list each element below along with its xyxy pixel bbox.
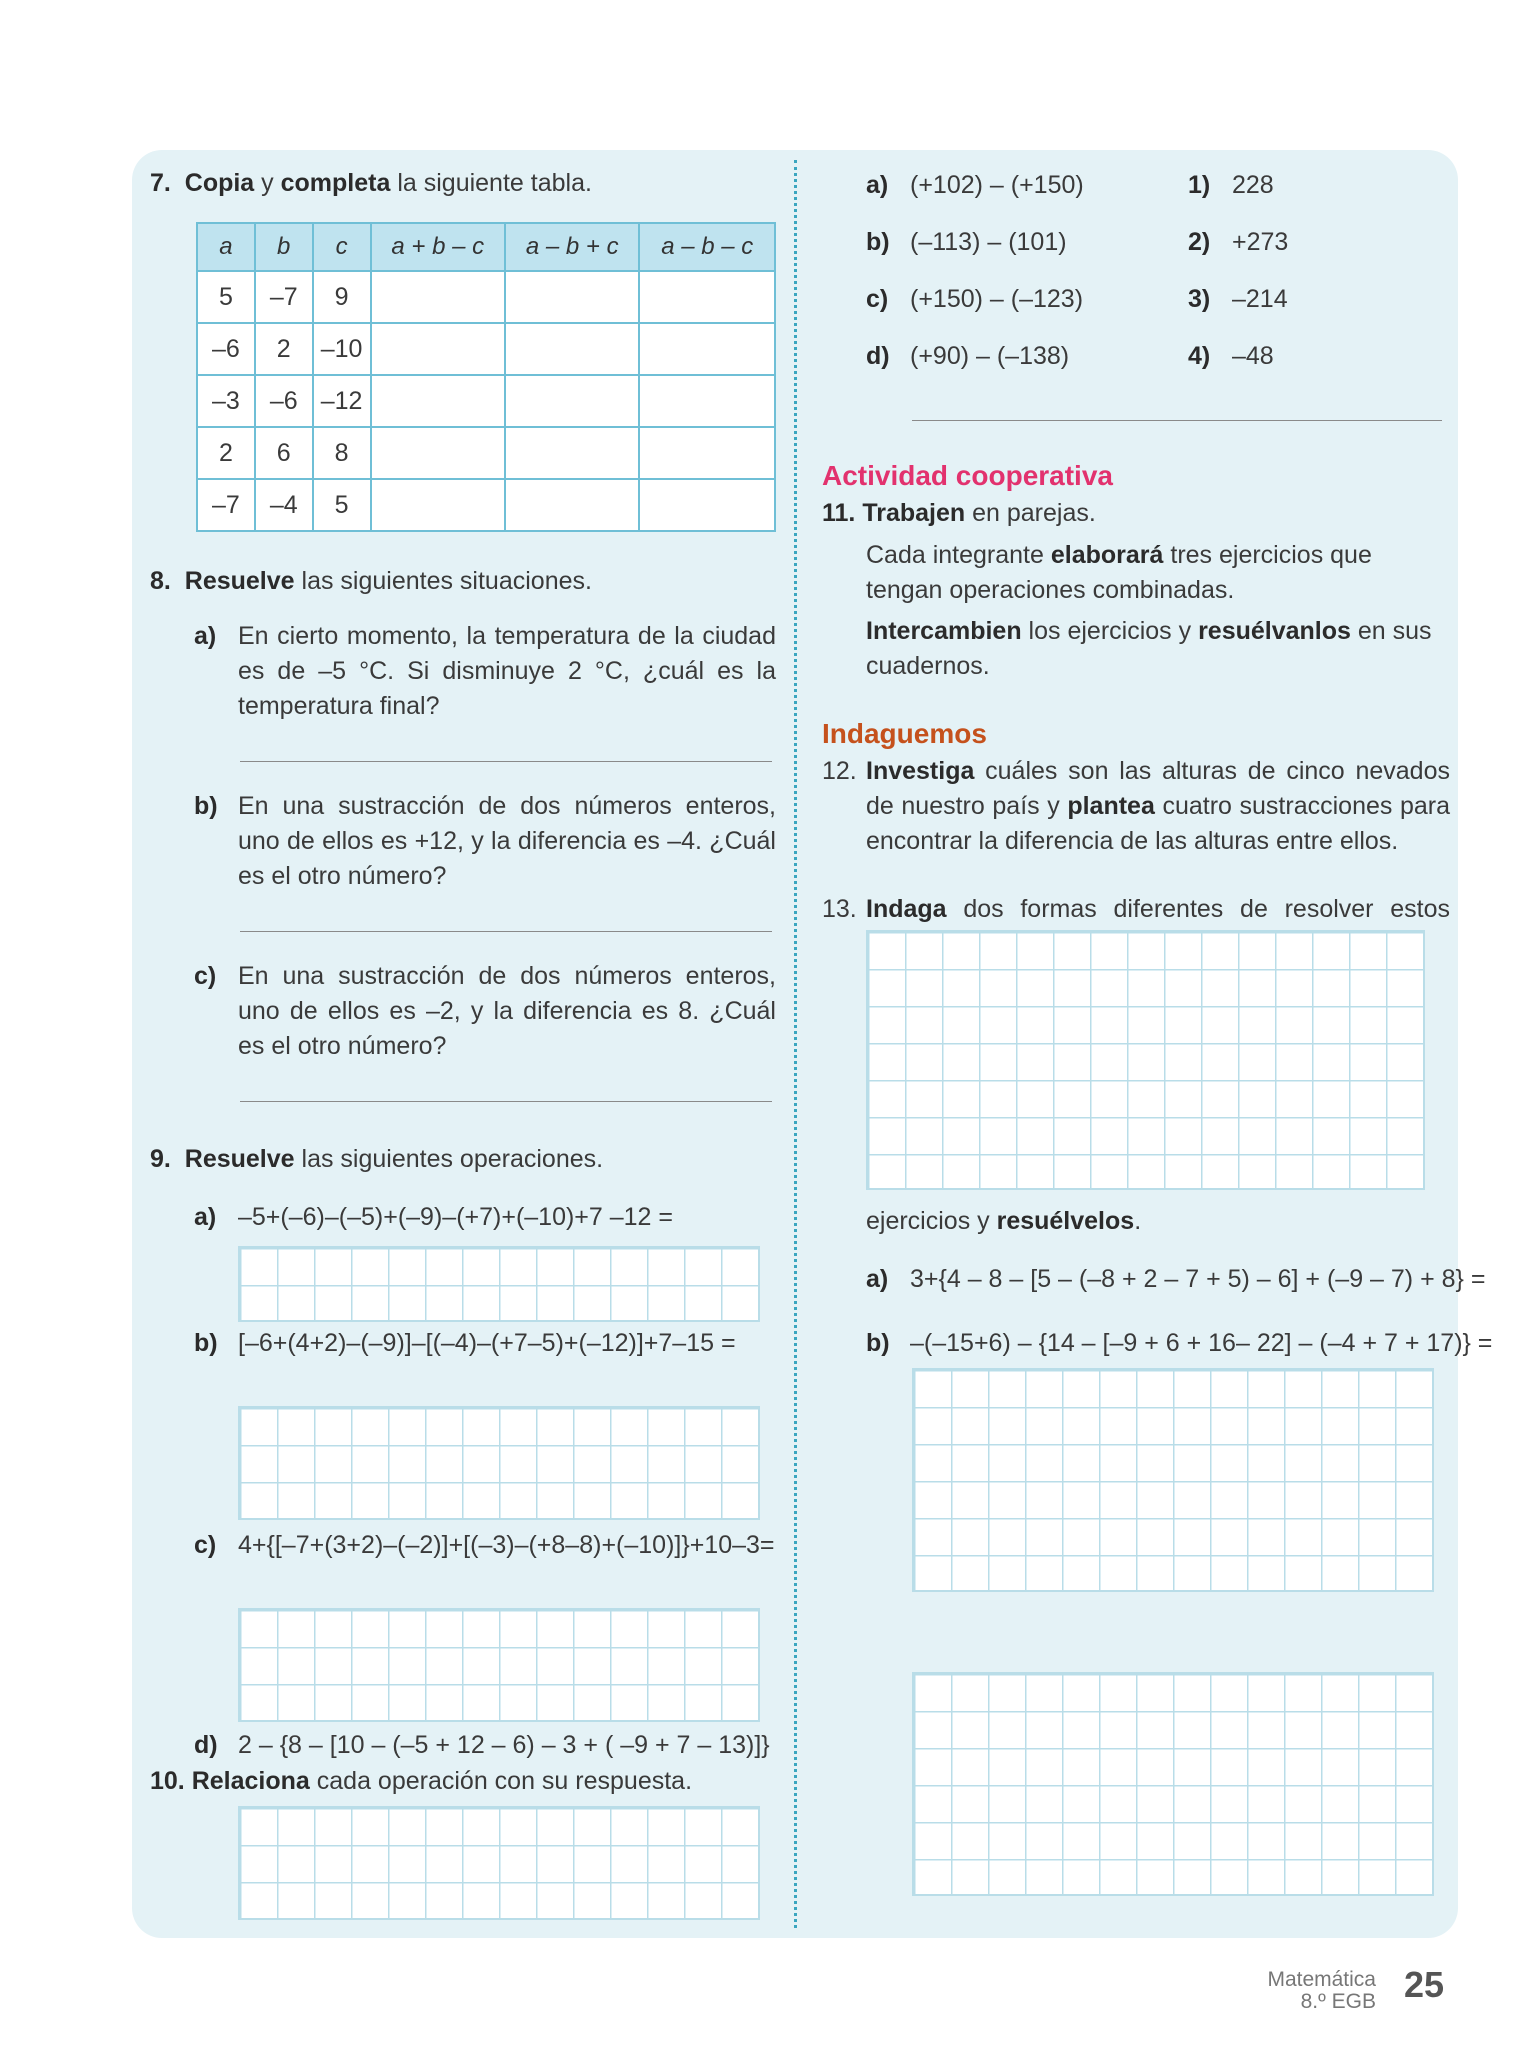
q10-answer-label: 1) xyxy=(1188,171,1211,199)
q11-number: 11. xyxy=(822,499,856,527)
answer-cell[interactable] xyxy=(371,271,505,323)
q10-verb: Relaciona xyxy=(191,1767,310,1795)
q10-op-label: b) xyxy=(866,228,890,256)
table-cell: –4 xyxy=(255,479,313,531)
table-cell: –6 xyxy=(255,375,313,427)
q13b-label: b) xyxy=(866,1329,890,1357)
q8-verb: Resuelve xyxy=(184,567,295,595)
page-number: 25 xyxy=(1404,1964,1445,2005)
answer-cell[interactable] xyxy=(639,271,775,323)
q10-answer-label: 4) xyxy=(1188,342,1211,370)
q13a-label: a) xyxy=(866,1265,889,1293)
table-cell: 6 xyxy=(255,427,313,479)
q8a-text: En cierto momento, la temperatura de la ciudad es de –5 °C. Si disminuye 2 °C, ¿cuál es la temperatura final? xyxy=(238,622,776,720)
q9a-expression: –5+(–6)–(–5)+(–9)–(+7)+(–10)+7 –12 = xyxy=(238,1203,674,1231)
table-header: a + b – c xyxy=(371,223,505,271)
q8b-text: En una sustracción de dos números enteros, uno de ellos es +12, y la diferencia es –4. ¿Cuál es el otro número? xyxy=(238,792,776,890)
q7-verb-complete: completa xyxy=(280,169,391,197)
indaguemos-heading: Indaguemos xyxy=(822,718,987,749)
q10-instruction xyxy=(150,1764,692,1799)
table-header-row xyxy=(197,223,775,271)
q8c-text: En una sustracción de dos números enteros, uno de ellos es –2, y la diferencia es 8. ¿Cuál es el otro número? xyxy=(238,962,776,1060)
q13-cont-bold: resuélvelos xyxy=(996,1207,1135,1235)
q8c-label: c) xyxy=(194,962,217,990)
answer-cell[interactable] xyxy=(639,323,775,375)
q11-p2-mid: los ejercicios y xyxy=(1021,617,1199,645)
q13-cont-pre: ejercicios y xyxy=(866,1207,997,1235)
answer-cell[interactable] xyxy=(505,427,639,479)
q10-answer-value: –214 xyxy=(1232,285,1288,313)
q11-p2-post: en sus cuadernos. xyxy=(866,617,1432,680)
table-row xyxy=(197,271,775,323)
table-header: c xyxy=(313,223,371,271)
q8b-label: b) xyxy=(194,792,218,820)
q12-text xyxy=(866,754,1450,859)
q9d-expression: 2 – {8 – [10 – (–5 + 12 – 6) – 3 + ( –9 + 7 – 13)]} xyxy=(238,1731,770,1759)
table-cell: –7 xyxy=(255,271,313,323)
q13-cont-post: . xyxy=(1134,1207,1142,1235)
q10-answer-value: +273 xyxy=(1232,228,1289,256)
q10-op-label: c) xyxy=(866,285,889,313)
column-divider xyxy=(794,160,797,1928)
answer-cell[interactable] xyxy=(371,323,505,375)
q11-paragraph-1 xyxy=(866,538,1446,608)
answer-cell[interactable] xyxy=(371,427,505,479)
answer-cell[interactable] xyxy=(505,479,639,531)
q8-text: las siguientes situaciones. xyxy=(294,567,592,595)
q9a-answer-grid[interactable] xyxy=(238,1246,760,1322)
answer-line[interactable] xyxy=(912,420,1442,421)
table-cell: 9 xyxy=(313,271,371,323)
answer-cell[interactable] xyxy=(371,375,505,427)
q10-answer-value: –48 xyxy=(1232,342,1274,370)
q10-op-expression: (–113) – (101) xyxy=(910,228,1067,256)
q9c-answer-grid[interactable] xyxy=(238,1608,760,1722)
q8-instruction xyxy=(150,564,592,599)
q13b-answer-grid[interactable] xyxy=(912,1672,1434,1896)
table-cell: 8 xyxy=(313,427,371,479)
q13-verb: Indaga xyxy=(866,895,947,923)
q13-number: 13. xyxy=(822,895,857,923)
table-cell: 2 xyxy=(255,323,313,375)
table-cell: –12 xyxy=(313,375,371,427)
answer-cell[interactable] xyxy=(639,375,775,427)
q9a-label: a) xyxy=(194,1203,217,1231)
q12-text-mid: cuáles son las alturas de cinco nevados de nuestro país y xyxy=(866,757,1450,820)
q11-paragraph-2 xyxy=(866,614,1446,684)
table-header: b xyxy=(255,223,313,271)
q9-number: 9. xyxy=(150,1145,171,1173)
q11-instruction xyxy=(822,496,1096,531)
q11-p1-post: tres ejercicios que tengan operaciones combinadas. xyxy=(866,541,1372,604)
table-row xyxy=(197,375,775,427)
q8-number: 8. xyxy=(150,567,171,595)
q10-op-label: d) xyxy=(866,342,890,370)
q11-p2-bold2: resuélvanlos xyxy=(1198,617,1351,645)
q10-answer-label: 3) xyxy=(1188,285,1211,313)
q8a-label: a) xyxy=(194,622,217,650)
answer-line[interactable] xyxy=(240,761,772,762)
q12-number: 12. xyxy=(822,757,857,785)
q9b-answer-grid[interactable] xyxy=(238,1406,760,1520)
footer-subject-name: Matemática xyxy=(1267,1968,1376,1991)
q13-answer-grid[interactable] xyxy=(866,930,1425,1190)
table-cell: –3 xyxy=(197,375,255,427)
answer-cell[interactable] xyxy=(505,323,639,375)
q13a-expression: 3+{4 – 8 – [5 – (–8 + 2 – 7 + 5) – 6] + (–9 – 7) + 8} = xyxy=(910,1265,1486,1293)
answer-cell[interactable] xyxy=(639,479,775,531)
table-cell: –6 xyxy=(197,323,255,375)
q11-p2-bold1: Intercambien xyxy=(866,617,1022,645)
table-row xyxy=(197,479,775,531)
q9c-expression: 4+{[–7+(3+2)–(–2)]+[(–3)–(+8–8)+(–10)]}+10–3= xyxy=(238,1531,775,1559)
table-cell: 5 xyxy=(197,271,255,323)
cooperative-activity-heading: Actividad cooperativa xyxy=(822,460,1113,491)
q7-verb-copy: Copia xyxy=(184,169,255,197)
q13-continuation xyxy=(866,1204,1141,1239)
q7-text-mid: y xyxy=(254,169,281,197)
q9b-label: b) xyxy=(194,1329,218,1357)
q12-verb-plan: plantea xyxy=(1067,792,1155,820)
q13b-expression: –(–15+6) – {14 – [–9 + 6 + 16– 22] – (–4 + 7 + 17)} = xyxy=(910,1329,1493,1357)
q13-text-rest: dos formas diferentes de resolver estos xyxy=(946,895,1450,923)
q9-verb: Resuelve xyxy=(184,1145,295,1173)
footer-grade: 8.º EGB xyxy=(1300,1990,1376,2013)
q11-p1-bold: elaborará xyxy=(1050,541,1164,569)
answer-line[interactable] xyxy=(240,931,772,932)
q9b-expression: [–6+(4+2)–(–9)]–[(–4)–(+7–5)+(–12)]+7–15 = xyxy=(238,1329,736,1357)
q10-text: cada operación con su respuesta. xyxy=(309,1767,693,1795)
q7-text-rest: la siguiente tabla. xyxy=(390,169,592,197)
q10-answer-value: 228 xyxy=(1232,171,1274,199)
answer-cell[interactable] xyxy=(505,375,639,427)
q12-verb-investigate: Investiga xyxy=(866,757,975,785)
q10-answer-grid[interactable] xyxy=(238,1806,760,1920)
answer-line[interactable] xyxy=(240,1101,772,1102)
q9-instruction xyxy=(150,1142,603,1177)
q10-op-label: a) xyxy=(866,171,889,199)
q12-text-post: cuatro sustracciones para encontrar la diferencia de las alturas entre ellos. xyxy=(866,792,1451,855)
table-cell: –10 xyxy=(313,323,371,375)
footer-subject xyxy=(1200,1969,1376,2013)
q7-instruction xyxy=(150,166,592,201)
table-row xyxy=(197,427,775,479)
q9-text: las siguientes operaciones. xyxy=(294,1145,604,1173)
table-header: a xyxy=(197,223,255,271)
table-row xyxy=(197,323,775,375)
q7-number: 7. xyxy=(150,169,171,197)
q10-op-expression: (+102) – (+150) xyxy=(910,171,1084,199)
q10-number: 10. xyxy=(150,1767,185,1795)
q11-verb: Trabajen xyxy=(862,499,966,527)
table-cell: 5 xyxy=(313,479,371,531)
q10-op-expression: (+90) – (–138) xyxy=(910,342,1070,370)
q13-text xyxy=(866,892,1450,927)
answer-cell[interactable] xyxy=(505,271,639,323)
table-cell: –7 xyxy=(197,479,255,531)
q9d-label: d) xyxy=(194,1731,218,1759)
table-header: a – b – c xyxy=(639,223,775,271)
q10-op-expression: (+150) – (–123) xyxy=(910,285,1084,313)
q7-table xyxy=(196,222,776,532)
q9c-label: c) xyxy=(194,1531,217,1559)
q10-answer-label: 2) xyxy=(1188,228,1211,256)
answer-cell[interactable] xyxy=(639,427,775,479)
answer-cell[interactable] xyxy=(371,479,505,531)
q11-p1-pre: Cada integrante xyxy=(866,541,1051,569)
table-header: a – b + c xyxy=(505,223,639,271)
q13a-answer-grid[interactable] xyxy=(912,1368,1434,1592)
q11-text: en parejas. xyxy=(965,499,1096,527)
table-cell: 2 xyxy=(197,427,255,479)
